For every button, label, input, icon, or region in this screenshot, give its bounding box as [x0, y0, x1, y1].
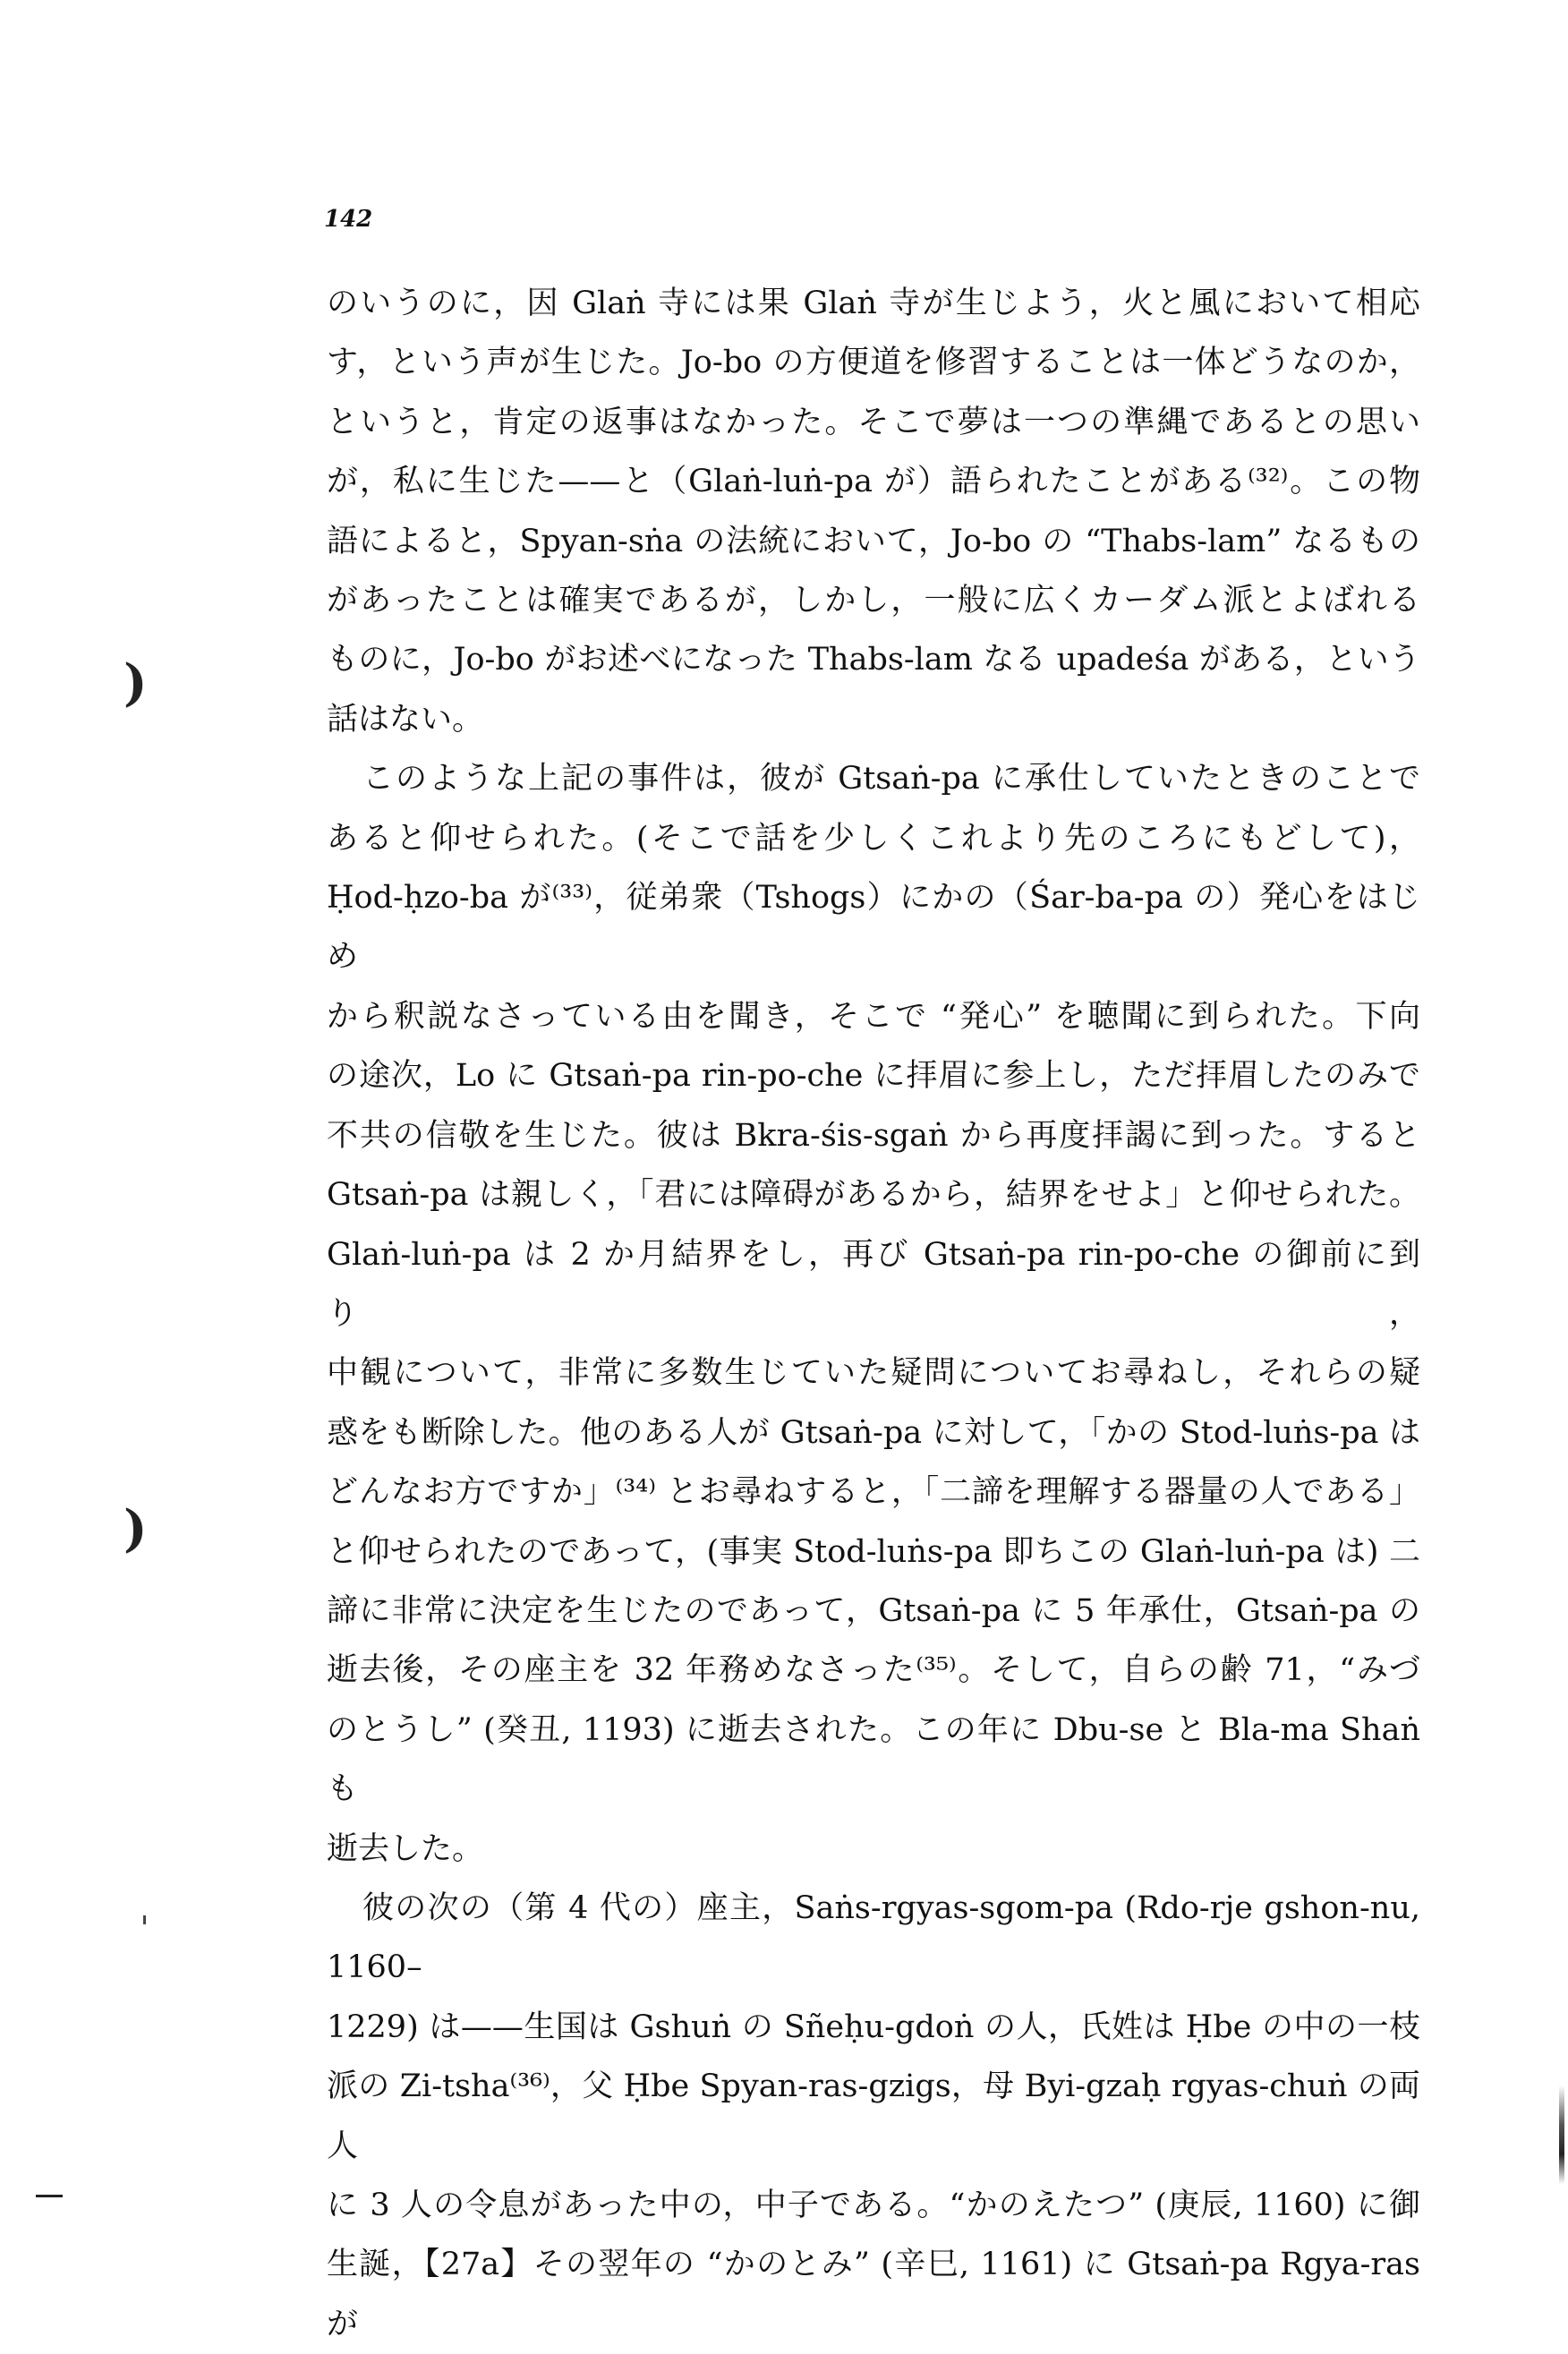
text-line: 生誕，【27a】その翌年の “かのとみ” (辛巳, 1161) に Gtsaṅ-pa Rgya-ras が: [327, 2247, 1420, 2342]
text-line: Ḥod-ḥzo-ba が⁽³³⁾，従弟衆（Tshogs）にかの（Śar-ba-pa の）発心をはじめ: [327, 880, 1420, 976]
text-line: と仰せられたのであって，(事実 Stod-luṅs-pa 即ちこの Glaṅ-luṅ-pa は) 二: [327, 1533, 1420, 1570]
scan-speck: [143, 1915, 146, 1924]
text-line: 中観について，非常に多数生じていた疑問についてお尋ねし，それらの疑: [327, 1355, 1420, 1392]
text-line: に 3 人の令息があった中の，中子である。“かのえたつ” (庚辰, 1160) に御: [327, 2188, 1420, 2223]
text-line: どんなお方ですか」⁽³⁴⁾ とお尋ねすると，「二諦を理解する器量の人である」: [327, 1474, 1420, 1511]
text-line: 派の Zi-tsha⁽³⁶⁾，父 Ḥbe Spyan-ras-gzigs，母 Byi-gzaḥ rgyas-chuṅ の両人: [327, 2068, 1420, 2164]
text-line: 不共の信敬を生じた。彼は Bkra-śis-sgaṅ から再度拝謁に到った。すると: [327, 1117, 1420, 1154]
text-line: 諦に非常に決定を生じたのであって，Gtsaṅ-pa に 5 年承仕，Gtsaṅ-pa の: [327, 1592, 1420, 1629]
page-edge-shadow: [1559, 2085, 1564, 2184]
text-line: 逝去後，その座主を 32 年務めなさった⁽³⁵⁾。そして，自らの齢 71，“みづ: [327, 1652, 1420, 1689]
text-line: があったことは確実であるが，しかし，一般に広くカーダム派とよばれる: [327, 583, 1420, 619]
text-line: 惑をも断除した。他のある人が Gtsaṅ-pa に対して，「かの Stod-luṅs-pa は: [327, 1414, 1420, 1451]
binding-hole-mark: ): [124, 653, 148, 712]
text-line: 彼の次の（第 4 代の）座主，Saṅs-rgyas-sgom-pa (Rdo-rje gshon-nu, 1160–: [327, 1889, 1420, 1986]
body-text: [327, 274, 1420, 2354]
text-line: 語によると，Spyan-sṅa の法統において，Jo-bo の “Thabs-lam” なるもの: [327, 523, 1420, 559]
scan-dash: [36, 2195, 63, 2197]
text-line: Glaṅ-luṅ-pa は 2 か月結界をし，再び Gtsaṅ-pa rin-po-che の御前に到り，: [327, 1236, 1420, 1332]
text-line: から釈説なさっている由を聞き，そこで “発心” を聴聞に到られた。下向: [327, 998, 1420, 1035]
text-line: このような上記の事件は，彼が Gtsaṅ-pa に承仕していたときのことで: [362, 761, 1420, 797]
page-number: 142: [324, 206, 373, 233]
text-line: というと，肯定の返事はなかった。そこで夢は一つの準縄であるとの思い: [327, 404, 1420, 440]
text-line: す，という声が生じた。Jo-bo の方便道を修習することは一体どうなのか，: [327, 345, 1420, 381]
text-line: 逝去した。: [327, 1830, 484, 1867]
text-line: のとうし” (癸丑, 1193) に逝去された。この年に Dbu-se と Bla-ma Shaṅ も: [327, 1711, 1420, 1808]
text-line: のいうのに，因 Glaṅ 寺には果 Glaṅ 寺が生じよう，火と風において相応: [327, 286, 1420, 321]
text-line: が，私に生じた——と（Glaṅ-luṅ-pa が）語られたことがある⁽³²⁾。この物: [327, 464, 1420, 500]
text-line: Gtsaṅ-pa は親しく，「君には障碍があるから，結界をせよ」と仰せられた。: [327, 1177, 1420, 1214]
binding-hole-mark: ): [124, 1499, 148, 1558]
text-line: ものに，Jo-bo がお述べになった Thabs-lam なる upadeśa がある，という: [327, 642, 1420, 678]
text-line: 1229) は——生国は Gshuṅ の Sñeḥu-gdoṅ の人，氏姓は Ḥbe の中の一枝: [327, 2009, 1420, 2045]
text-line: 話はない。: [327, 701, 484, 738]
text-line: あると仰せられた。(そこで話を少しくこれより先のころにもどして)，: [327, 820, 1420, 857]
text-line: の途次，Lo に Gtsaṅ-pa rin-po-che に拝眉に参上し，ただ拝眉したのみで: [327, 1058, 1420, 1095]
